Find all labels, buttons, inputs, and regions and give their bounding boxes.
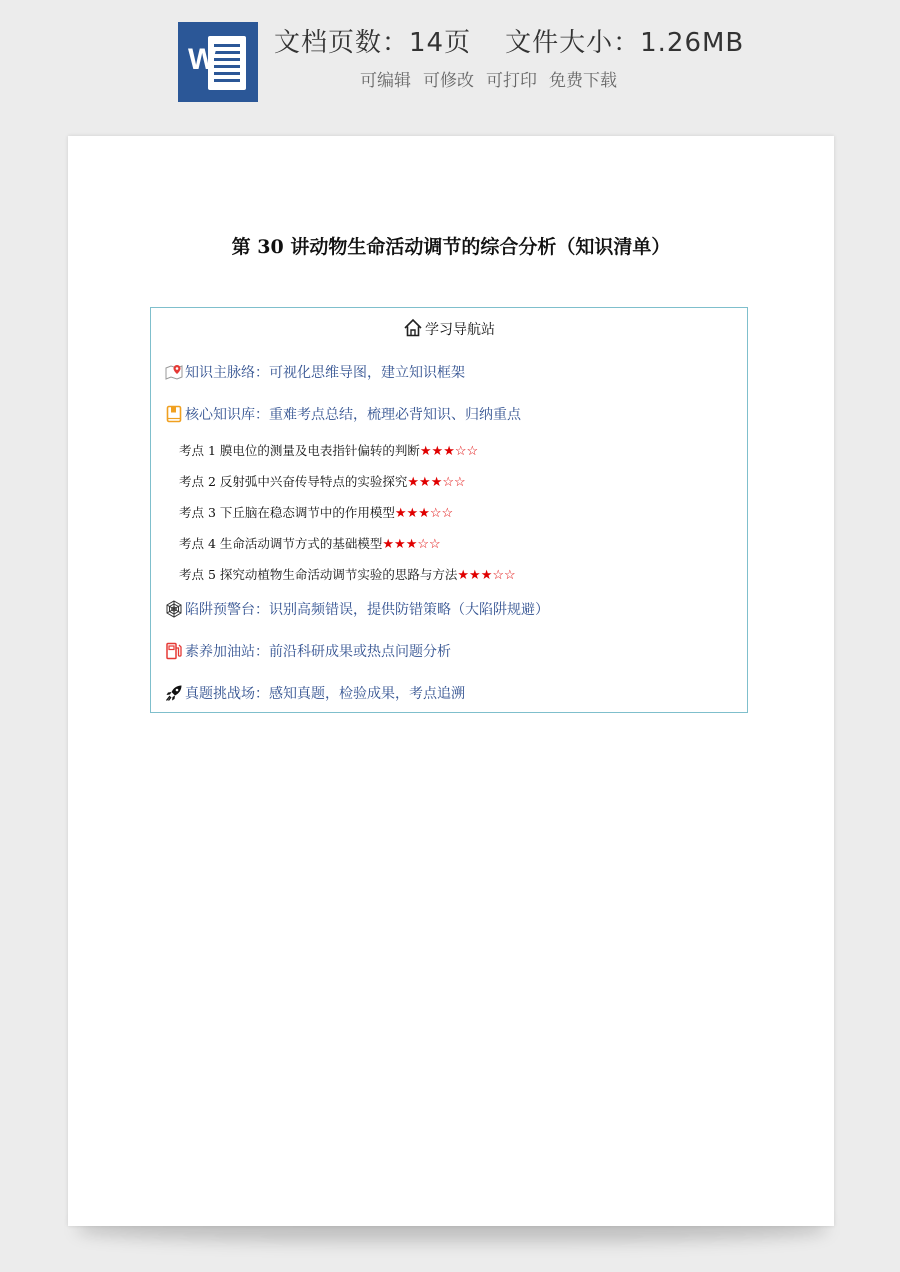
section-real-exam-challenge-text: 真题挑战场：感知真题，检验成果，考点追溯: [185, 686, 465, 702]
section-knowledge-map-text: 知识主脉络：可视化思维导图，建立知识框架: [185, 365, 465, 381]
document-title: 第 30 讲动物生命活动调节的综合分析（知识清单）: [231, 236, 671, 258]
section-literacy-station-text: 素养加油站：前沿科研成果或热点问题分析: [185, 644, 451, 660]
nav-heading-text: 学习导航站: [425, 322, 495, 338]
section-trap-warning-text: 陷阱预警台：识别高频错误，提供防错策略（大陷阱规避）: [185, 602, 549, 618]
document-info-banner: [0, 0, 900, 130]
spider-web-icon: [165, 600, 183, 618]
exam-point-1-stars: ★★★☆☆: [419, 444, 479, 459]
fuel-pump-icon: [165, 642, 183, 660]
exam-point-3: [179, 503, 453, 521]
home-icon: [403, 318, 423, 338]
exam-point-3-text: 考点 3 下丘脑在稳态调节中的作用模型: [179, 505, 395, 520]
exam-point-1-text: 考点 1 膜电位的测量及电表指针偏转的判断: [179, 443, 420, 458]
section-core-knowledge: [165, 404, 521, 424]
book-icon: [165, 405, 183, 423]
exam-point-4: [179, 534, 441, 552]
rocket-icon: [165, 684, 183, 702]
section-real-exam-challenge: [165, 683, 465, 703]
exam-point-4-stars: ★★★☆☆: [382, 537, 441, 552]
exam-point-3-stars: ★★★☆☆: [394, 506, 454, 521]
nav-heading: [151, 318, 747, 339]
exam-point-4-text: 考点 4 生命活动调节方式的基础模型: [179, 536, 383, 551]
map-pin-icon: [165, 363, 183, 381]
exam-point-5: [179, 565, 516, 583]
section-knowledge-map: [165, 362, 465, 382]
page-count-label: 文档页数：14页: [274, 28, 472, 58]
file-size-label: 文件大小：1.26MB: [505, 28, 745, 58]
word-document-icon: [178, 22, 258, 102]
feature-modifiable: 可修改: [423, 71, 474, 91]
exam-point-1: [179, 441, 478, 459]
feature-list: [360, 66, 617, 91]
exam-point-2: [179, 472, 466, 490]
section-core-knowledge-text: 核心知识库：重难考点总结，梳理必背知识、归纳重点: [185, 407, 521, 423]
feature-editable: 可编辑: [360, 71, 411, 91]
section-trap-warning: [165, 599, 549, 619]
exam-point-5-text: 考点 5 探究动植物生命活动调节实验的思路与方法: [179, 567, 458, 582]
section-literacy-station: [165, 641, 451, 661]
exam-point-2-text: 考点 2 反射弧中兴奋传导特点的实验探究: [179, 474, 408, 489]
banner-title: [274, 22, 744, 59]
exam-point-2-stars: ★★★☆☆: [407, 475, 466, 490]
document-page[interactable]: [68, 136, 834, 1226]
word-logo-letter: W: [188, 43, 217, 76]
exam-point-5-stars: ★★★☆☆: [457, 568, 516, 583]
learning-navigation-box: [150, 307, 748, 713]
feature-free-download: 免费下载: [549, 71, 617, 91]
feature-printable: 可打印: [486, 71, 537, 91]
